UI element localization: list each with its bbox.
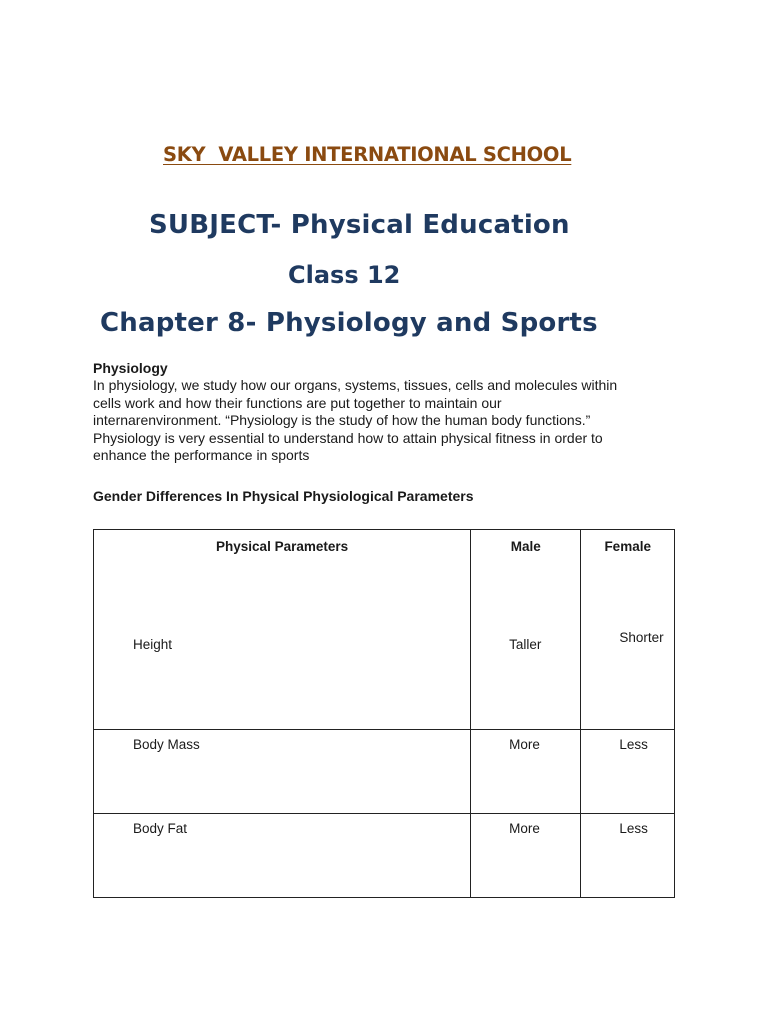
male-body-mass: More [509,737,540,752]
gender-differences-title: Gender Differences In Physical Physiological Parameters [93,488,474,504]
physiology-paragraph [93,377,683,465]
parameter-body-mass: Body Mass [133,737,200,752]
class-heading: Class 12 [288,261,401,289]
table-cell [94,730,471,814]
parameters-table [93,529,675,898]
table-cell [581,730,675,814]
paragraph-line: In physiology, we study how our organs, systems, tissues, cells and molecules within [93,377,618,393]
paragraph-line: cells work and how their functions are put together to maintain our [93,394,502,411]
header-cell [94,530,471,730]
male-body-fat: More [509,821,540,836]
female-body-fat: Less [619,821,648,836]
parameter-height: Height [133,637,173,652]
physiology-title: Physiology [93,360,168,376]
table-cell [471,730,581,814]
male-height: Taller [509,637,542,652]
table-cell [471,814,581,898]
table-cell [581,814,675,898]
cell-wrapper [581,530,674,645]
header-parameters: Physical Parameters [216,539,349,554]
header-female: Female [604,539,651,554]
subject-heading: SUBJECT- Physical Education [149,210,570,240]
parameter-body-fat: Body Fat [133,821,188,836]
cell-wrapper [471,530,580,652]
cell-wrapper [94,530,470,652]
header-cell [581,530,675,730]
female-height: Shorter [619,630,664,645]
table-cell [94,814,471,898]
school-name: SKY VALLEY INTERNATIONAL SCHOOL [163,143,572,166]
paragraph-line: Physiology is very essential to understand how to attain physical fitness in order to [93,429,603,446]
female-body-mass: Less [619,737,648,752]
header-male: Male [510,539,541,554]
paragraph-line: enhance the performance in sports [93,447,310,464]
chapter-heading: Chapter 8- Physiology and Sports [100,308,598,338]
table-row [94,730,675,814]
paragraph-line: internarenvironment. “Physiology is the study of how the human body functions.” [93,412,591,429]
table-row [94,530,675,730]
header-cell [471,530,581,730]
table-row [94,814,675,898]
